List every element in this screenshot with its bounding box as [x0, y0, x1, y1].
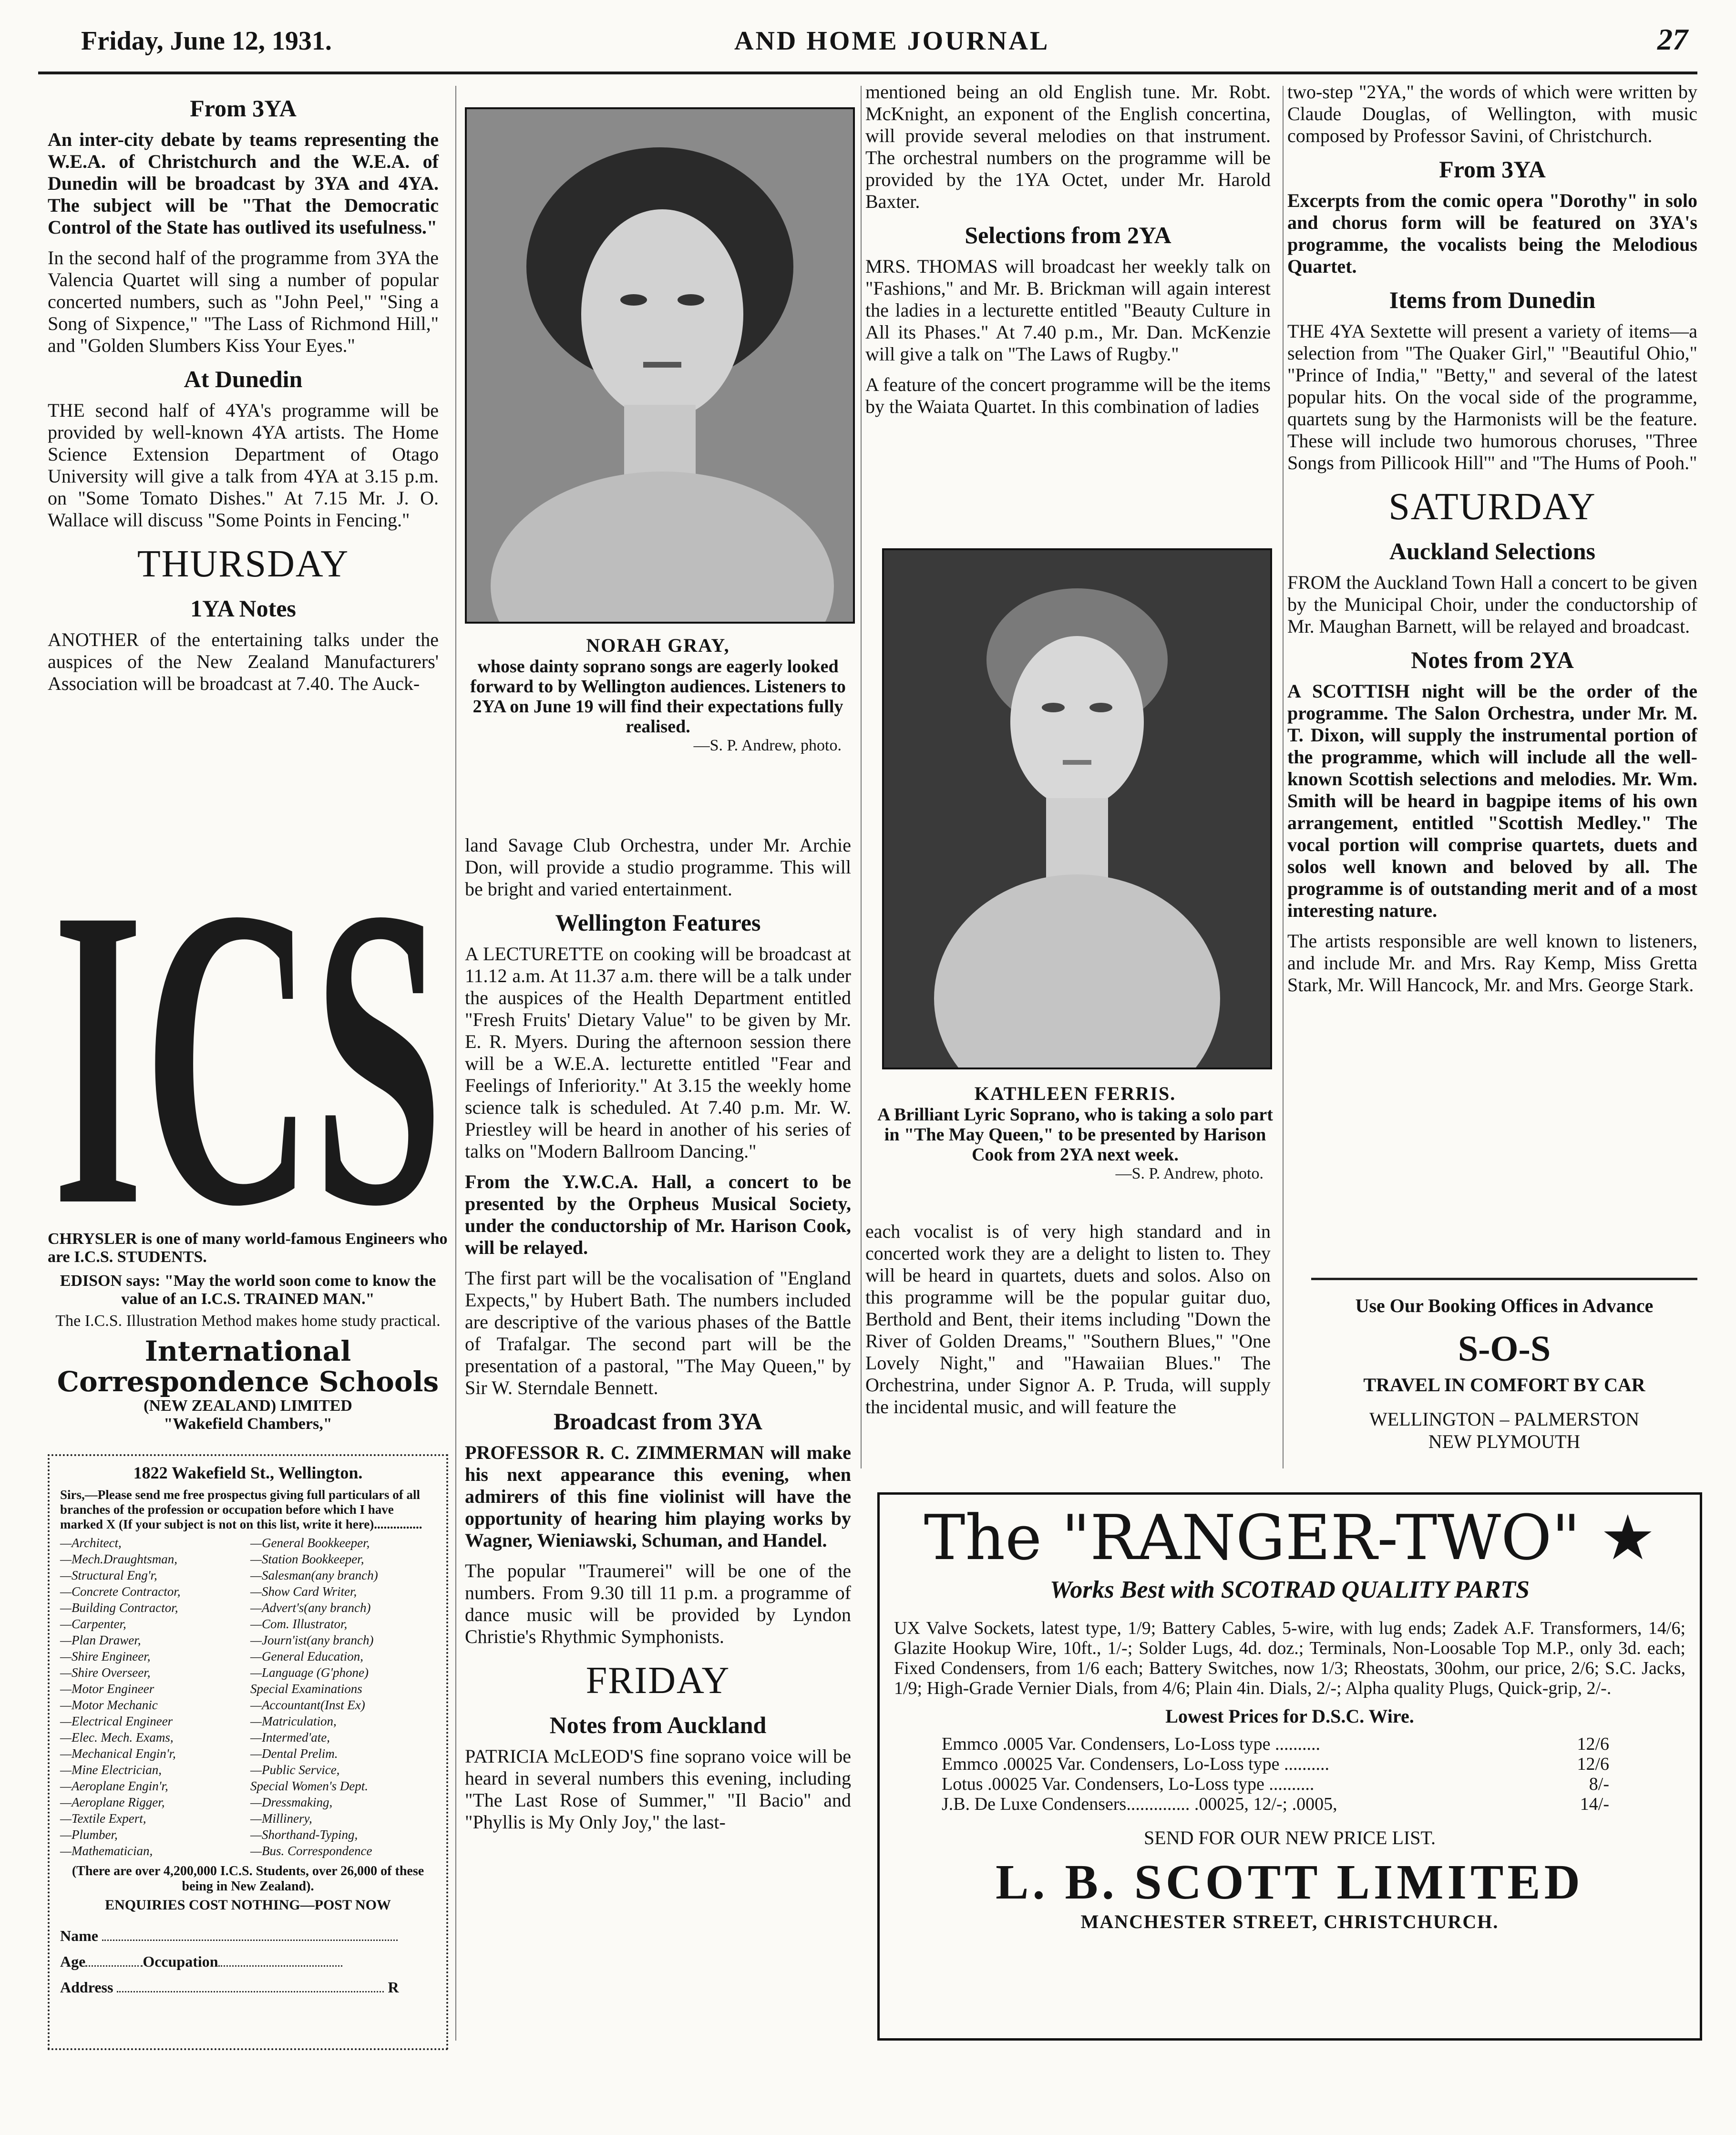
ics-nz-limited: (NEW ZEALAND) LIMITED	[144, 1397, 352, 1415]
caption-norah-gray	[465, 634, 851, 755]
ics-form-fields	[60, 1923, 436, 2000]
article-dorothy: Excerpts from the comic opera "Dorothy" in solo and chorus form will be featured on 3YA's programme, the vocalists being the Melodious Quartet.	[1287, 190, 1697, 277]
ics-course-item[interactable]: —Electrical Engineer	[60, 1714, 173, 1728]
ics-enquiries: ENQUIRIES COST NOTHING—POST NOW	[105, 1897, 391, 1913]
ranger-price-table	[942, 1734, 1609, 1814]
ics-course-item[interactable]: —Textile Expert,	[60, 1811, 146, 1826]
portrait-image	[884, 550, 1270, 1068]
column-rule	[1283, 86, 1284, 1468]
heading-at-dunedin: At Dunedin	[184, 366, 303, 392]
sos-travel-ad	[1311, 1278, 1697, 1478]
portrait-norah-gray	[465, 107, 855, 624]
column-rule	[455, 86, 456, 2041]
ics-course-item[interactable]: —Architect,	[60, 1536, 122, 1550]
ranger-send-line: SEND FOR OUR NEW PRICE LIST.	[1144, 1827, 1436, 1848]
portrait-kathleen-ferris	[882, 548, 1272, 1069]
heading-notes-auckland: Notes from Auckland	[549, 1712, 767, 1738]
ics-course-item[interactable]: —Dental Prelim.	[250, 1746, 338, 1761]
ics-course-item[interactable]: —Shorthand-Typing,	[250, 1827, 358, 1842]
heading-friday: FRIDAY	[586, 1660, 730, 1702]
ics-course-item[interactable]: —General Bookkeeper,	[250, 1536, 370, 1550]
masthead: AND HOME JOURNAL	[734, 26, 1050, 56]
heading-1ya-notes: 1YA Notes	[190, 595, 296, 622]
article-zimmerman: PROFESSOR R. C. ZIMMERMAN will make his next appearance this evening, when admirers of this fine violinist will have the opportunity of hearing him playing works by Wagner, Wieniawski, Schuman, and Handel.	[465, 1442, 851, 1551]
ics-course-item[interactable]: —Plan Drawer,	[60, 1633, 141, 1647]
price-description: Lotus .00025 Var. Condensers, Lo-Loss type ..........	[942, 1774, 1315, 1794]
article-first-part: The first part will be the vocalisation of "England Expects," by Hubert Bath. The numbers included are descriptive of the various phases of the Battle of Trafalgar. The second part will be the presentation of a pastoral, "The May Queen," by Sir W. Sterndale Bennett.	[465, 1267, 851, 1398]
ad-divider	[1311, 1278, 1697, 1280]
ics-address-field[interactable]: Address R	[60, 1979, 399, 1996]
sos-brand: S-O-S	[1458, 1329, 1551, 1369]
ics-course-item[interactable]: —Journ'ist(any branch)	[250, 1633, 374, 1647]
column-3	[865, 81, 1271, 426]
caption-kathleen-ferris	[877, 1082, 1273, 1183]
ics-course-item[interactable]: —Mech.Draughtsman,	[60, 1552, 177, 1566]
ics-course-item[interactable]: —Bus. Correspondence	[250, 1844, 372, 1858]
ics-course-item[interactable]: —Show Card Writer,	[250, 1584, 357, 1599]
ics-course-item[interactable]: —Motor Engineer	[60, 1682, 154, 1696]
ics-form-intro: Sirs,—Please send me free prospectus giving full particulars of all branches of the profession or occupation before which I have marked X (If your subject is not on this list, write it here)...............	[60, 1488, 422, 1531]
ics-school-name-2: Correspondence Schools	[57, 1365, 439, 1398]
ics-course-item[interactable]: —Accountant(Inst Ex)	[250, 1698, 365, 1712]
article-waiata: A feature of the concert programme will be the items by the Waiata Quartet. In this combination of ladies	[865, 374, 1271, 417]
article-two-step: two-step "2YA," the words of which were written by Claude Douglas, of Wellington, with music composed by Professor Savini, of Christchurch.	[1287, 81, 1697, 146]
ics-course-item[interactable]: —Aeroplane Engin'r,	[60, 1779, 168, 1793]
column-2	[465, 834, 851, 1842]
issue-date: Friday, June 12, 1931.	[81, 26, 332, 56]
article-patricia: PATRICIA McLEOD'S fine soprano voice will be heard in several numbers this evening, including "The Last Rose of Summer," "Il Bacio" and "Phyllis is My Only Joy," the last-	[465, 1745, 851, 1833]
article-sextette: THE 4YA Sextette will present a variety of items—a selection from "The Quaker Girl," "Beautiful Ohio," "Prince of India," "Betty," and several of the latest popular hits. On the vocal side of the programme, quartets sung by the Harmonists will be the feature. These will include two humorous choruses, "Three Songs from Pillicook Hill'" and "The Hums of Pooh."	[1287, 320, 1697, 473]
page-number: 27	[1657, 22, 1688, 56]
caption-description: A Brilliant Lyric Soprano, who is taking a solo part in "The May Queen," to be presented by Harison Cook from 2YA next week.	[877, 1105, 1273, 1165]
ranger-street: MANCHESTER STREET, CHRISTCHURCH.	[1080, 1911, 1499, 1932]
ics-course-item[interactable]: —Elec. Mech. Exams,	[60, 1730, 174, 1745]
sos-booking-line: Use Our Booking Offices in Advance	[1355, 1295, 1654, 1316]
caption-name: NORAH GRAY,	[586, 635, 730, 656]
ics-course-item[interactable]: —Language (G'phone)	[250, 1665, 369, 1680]
article-savage-club: land Savage Club Orchestra, under Mr. Archie Don, will provide a studio programme. This will be bright and varied entertainment.	[465, 834, 851, 900]
ranger-subtitle: Works Best with SCOTRAD QUALITY PARTS	[1050, 1576, 1530, 1603]
article-lecturette: A LECTURETTE on cooking will be broadcast at 11.12 a.m. At 11.37 a.m. there will be a talk under the auspices of the Health Department entitled "Fresh Fruits' Dietary Value" to be given by Mr. E. R. Myers. During the afternoon session there will be a W.E.A. lecturette entitled "Fear and Feelings of Inferiority." At 3.15 the weekly home science talk is scheduled. At 7.40 p.m. Mr. W. Priestley will be heard in another of his series of talks on "Modern Ballroom Dancing."	[465, 943, 851, 1162]
sos-route-line-2: NEW PLYMOUTH	[1428, 1431, 1581, 1452]
ics-advertisement	[48, 872, 448, 2050]
column-4	[1287, 81, 1697, 1005]
ics-course-item[interactable]: Special Women's Dept.	[250, 1779, 368, 1793]
ics-course-item[interactable]: —Motor Mechanic	[60, 1698, 158, 1712]
heading-broadcast-3ya: Broadcast from 3YA	[554, 1408, 762, 1435]
ics-name-field[interactable]: Name	[60, 1923, 436, 1949]
ics-course-item[interactable]: —Concrete Contractor,	[60, 1584, 181, 1599]
heading-wellington-features: Wellington Features	[555, 909, 761, 936]
article-scottish: A SCOTTISH night will be the order of the programme. The Salon Orchestra, under Mr. M. T. Dixon, will supply the instrumental portion of the programme, which will include all the well-known Scottish selections and melodies. Mr. Wm. Smith will be heard in bagpipe items of his own arrangement, entitled "Scottish Medley." The vocal portion will comprise quartets, duets and solos well known and beloved by all. The programme is of outstanding merit and of a most interesting nature.	[1287, 680, 1697, 921]
article-valencia: In the second half of the programme from 3YA the Valencia Quartet will sing a number of popular concerted numbers, such as "John Peel," "Sing a Song of Sixpence," "The Lass of Richmond Hill," and "Golden Slumbers Kiss Your Eyes."	[48, 247, 439, 356]
price-description: J.B. De Luxe Condensers.............. .00025, 12/-; .0005,	[942, 1794, 1337, 1814]
ics-enquiry-form	[48, 1454, 448, 2050]
photo-credit: —S. P. Andrew, photo.	[1115, 1165, 1263, 1182]
ics-course-item[interactable]: —Salesman(any branch)	[250, 1568, 378, 1582]
ics-course-item[interactable]: —Shire Engineer,	[60, 1649, 151, 1663]
ics-method-text: The I.C.S. Illustration Method makes home study practical.	[55, 1312, 441, 1330]
article-thomas: MRS. THOMAS will broadcast her weekly talk on "Fashions," and Mr. B. Brickman will again interest the ladies in a lecturette entitled "Beauty Culture in All its Phases." At 7.40 p.m., Mr. Dan. McKenzie will give a talk on "The Laws of Rugby."	[865, 256, 1271, 365]
ics-course-item[interactable]: —Plumber,	[60, 1827, 118, 1842]
caption-name: KATHLEEN FERRIS.	[974, 1083, 1176, 1104]
ics-course-item[interactable]: —Dressmaking,	[250, 1795, 333, 1809]
sos-travel-line: TRAVEL IN COMFORT BY CAR	[1363, 1374, 1645, 1396]
ics-school-name-1: International	[144, 1335, 351, 1367]
ics-course-item[interactable]: —Mine Electrician,	[60, 1763, 162, 1777]
heading-notes-2ya: Notes from 2YA	[1411, 647, 1574, 673]
price-value: 8/-	[1589, 1774, 1609, 1794]
ics-course-item[interactable]: —General Education,	[250, 1649, 363, 1663]
page-header	[38, 19, 1697, 74]
svg-text:ICS: ICS	[52, 872, 443, 1221]
ranger-two-advertisement	[877, 1492, 1702, 2041]
heading-from-3ya-2: From 3YA	[1439, 156, 1546, 183]
article-vocalist: each vocalist is of very high standard and in concerted work they are a delight to listen to. They will be heard in quartets, duets and solos. Also on this programme will be the popular guitar duo, Berthold and Bent, their items including "Down the River of Golden Dreams," "Southern Blues," "One Lovely Night," and "Hawaiian Blues." The Orchestrina, under Signor A. P. Truda, will supply the incidental music, and will feature the	[865, 1221, 1271, 1417]
price-value: 12/6	[1577, 1734, 1609, 1754]
ics-corner-mark: R	[388, 1979, 399, 1996]
ics-course-item[interactable]: —Carpenter,	[60, 1617, 126, 1631]
article-dunedin: THE second half of 4YA's programme will be provided by well-known 4YA artists. The Home Science Extension Department of Otago University will give a talk from 4YA at 3.15 p.m. on "Some Tomato Dishes." At 7.15 Mr. J. O. Wallace will discuss "Some Points in Fencing."	[48, 400, 439, 531]
article-artists: The artists responsible are well known to listeners, and include Mr. and Mrs. Ray Kemp, Miss Gretta Stark, Mr. Will Hancock, Mr. and Mrs. George Stark.	[1287, 930, 1697, 996]
ranger-title: The "RANGER-TWO" ★	[924, 1501, 1656, 1574]
ics-chambers: "Wakefield Chambers,"	[164, 1415, 332, 1433]
ics-course-item[interactable]: —Com. Illustrator,	[250, 1617, 348, 1631]
ics-course-item[interactable]: —Public Service,	[250, 1763, 340, 1777]
ics-chrysler-text: CHRYSLER is one of many world-famous Engineers who are I.C.S. STUDENTS.	[48, 1230, 448, 1266]
ics-age-occupation-field[interactable]: Age Occupation	[60, 1949, 436, 1974]
article-traumerei: The popular "Traumerei" will be one of the numbers. From 9.30 till 11 p.m. a programme of dance music will be provided by Lyndon Christie's Rhythmic Symphonists.	[465, 1560, 851, 1647]
heading-saturday: SATURDAY	[1388, 486, 1596, 528]
ics-course-item[interactable]: —Structural Eng'r,	[60, 1568, 157, 1582]
ics-course-item[interactable]: —Aeroplane Rigger,	[60, 1795, 165, 1809]
ics-course-item[interactable]: —Mechanical Engin'r,	[60, 1746, 176, 1761]
ics-course-item[interactable]: —Matriculation,	[250, 1714, 337, 1728]
ics-edison-text: EDISON says: "May the world soon come to know the value of an I.C.S. TRAINED MAN."	[60, 1272, 436, 1308]
price-description: Emmco .00025 Var. Condensers, Lo-Loss type ..........	[942, 1754, 1330, 1774]
heading-from-3ya: From 3YA	[190, 95, 297, 122]
article-mentioned: mentioned being an old English tune. Mr. Robt. McKnight, an exponent of the English concertina, will provide several melodies on that instrument. The orchestral numbers on the programme will be provided by the 1YA Octet, under Mr. Harold Baxter.	[865, 81, 1271, 212]
price-description: Emmco .0005 Var. Condensers, Lo-Loss type ..........	[942, 1734, 1321, 1754]
photo-credit: —S. P. Andrew, photo.	[693, 737, 842, 754]
ics-course-list	[60, 1535, 436, 1859]
article-town-hall: FROM the Auckland Town Hall a concert to be given by the Municipal Choir, under the conductorship of Mr. Maughan Barnett, will be relayed and broadcast.	[1287, 572, 1697, 637]
ics-course-item[interactable]: —Building Contractor,	[60, 1601, 178, 1615]
portrait-image	[467, 109, 853, 622]
column-1	[48, 86, 439, 703]
ics-logo	[48, 872, 448, 1221]
ranger-lowest-prices: Lowest Prices for D.S.C. Wire.	[1165, 1705, 1414, 1727]
ics-student-note: (There are over 4,200,000 I.C.S. Students, over 26,000 of these being in New Zealand).	[72, 1864, 424, 1894]
article-debate: An inter-city debate by teams representing the W.E.A. of Christchurch and the W.E.A. of Dunedin will be broadcast by 3YA and 4YA. The subject will be "That the Democratic Control of the State has outlived its usefulness."	[48, 129, 439, 238]
ics-address: 1822 Wakefield St., Wellington.	[133, 1463, 363, 1482]
ics-course-item[interactable]: —Advert's(any branch)	[250, 1601, 371, 1615]
ics-course-item[interactable]: —Intermed'ate,	[250, 1730, 330, 1745]
article-ywca: From the Y.W.C.A. Hall, a concert to be presented by the Orpheus Musical Society, under the conductorship of Mr. Harison Cook, will be relayed.	[465, 1171, 851, 1258]
price-row	[942, 1754, 1609, 1774]
ranger-parts-list: UX Valve Sockets, latest type, 1/9; Battery Cables, 5-wire, with lug ends; Zadek A.F. Transformers, 14/6; Glazite Hookup Wire, 10ft., 1/-; Solder Lugs, 4d. doz.; Terminals, Non-Loosable Top M.P., only 3d. each; Fixed Condensers, from 1/6 each; Battery Switches, now 1/3; Rheostats, 30ohm, our price, 2/6; S.C. Jacks, 1/9; High-Grade Vernier Dials, from 4/6; Plain 4in. Dials, 2/-; Alpha quality Plugs, Quick-grip, 2/-.	[894, 1618, 1685, 1698]
price-row	[942, 1734, 1609, 1754]
ics-course-item[interactable]: —Station Bookkeeper,	[250, 1552, 364, 1566]
price-row	[942, 1774, 1609, 1794]
price-row	[942, 1794, 1609, 1814]
ranger-company: L. B. SCOTT LIMITED	[996, 1855, 1584, 1909]
heading-selections-2ya: Selections from 2YA	[965, 222, 1171, 248]
column-3-continued	[865, 1221, 1271, 1427]
heading-thursday: THURSDAY	[137, 543, 349, 585]
caption-description: whose dainty soprano songs are eagerly looked forward to by Wellington audiences. Listeners to 2YA on June 19 will find their expectations fully realised.	[470, 657, 846, 737]
ics-course-item[interactable]: —Shire Overseer,	[60, 1665, 151, 1680]
ics-course-item[interactable]: Special Examinations	[250, 1682, 362, 1696]
article-1ya: ANOTHER of the entertaining talks under the auspices of the New Zealand Manufacturers' Association will be broadcast at 7.40. The Auck-	[48, 629, 439, 694]
ics-course-item[interactable]: —Millinery,	[250, 1811, 312, 1826]
column-rule	[861, 86, 862, 1468]
sos-route-line: WELLINGTON – PALMERSTON	[1369, 1408, 1639, 1430]
price-value: 14/-	[1580, 1794, 1609, 1814]
heading-auckland-selections: Auckland Selections	[1389, 538, 1595, 565]
heading-items-dunedin: Items from Dunedin	[1389, 287, 1596, 313]
price-value: 12/6	[1577, 1754, 1609, 1774]
ics-course-item[interactable]: —Mathematician,	[60, 1844, 153, 1858]
